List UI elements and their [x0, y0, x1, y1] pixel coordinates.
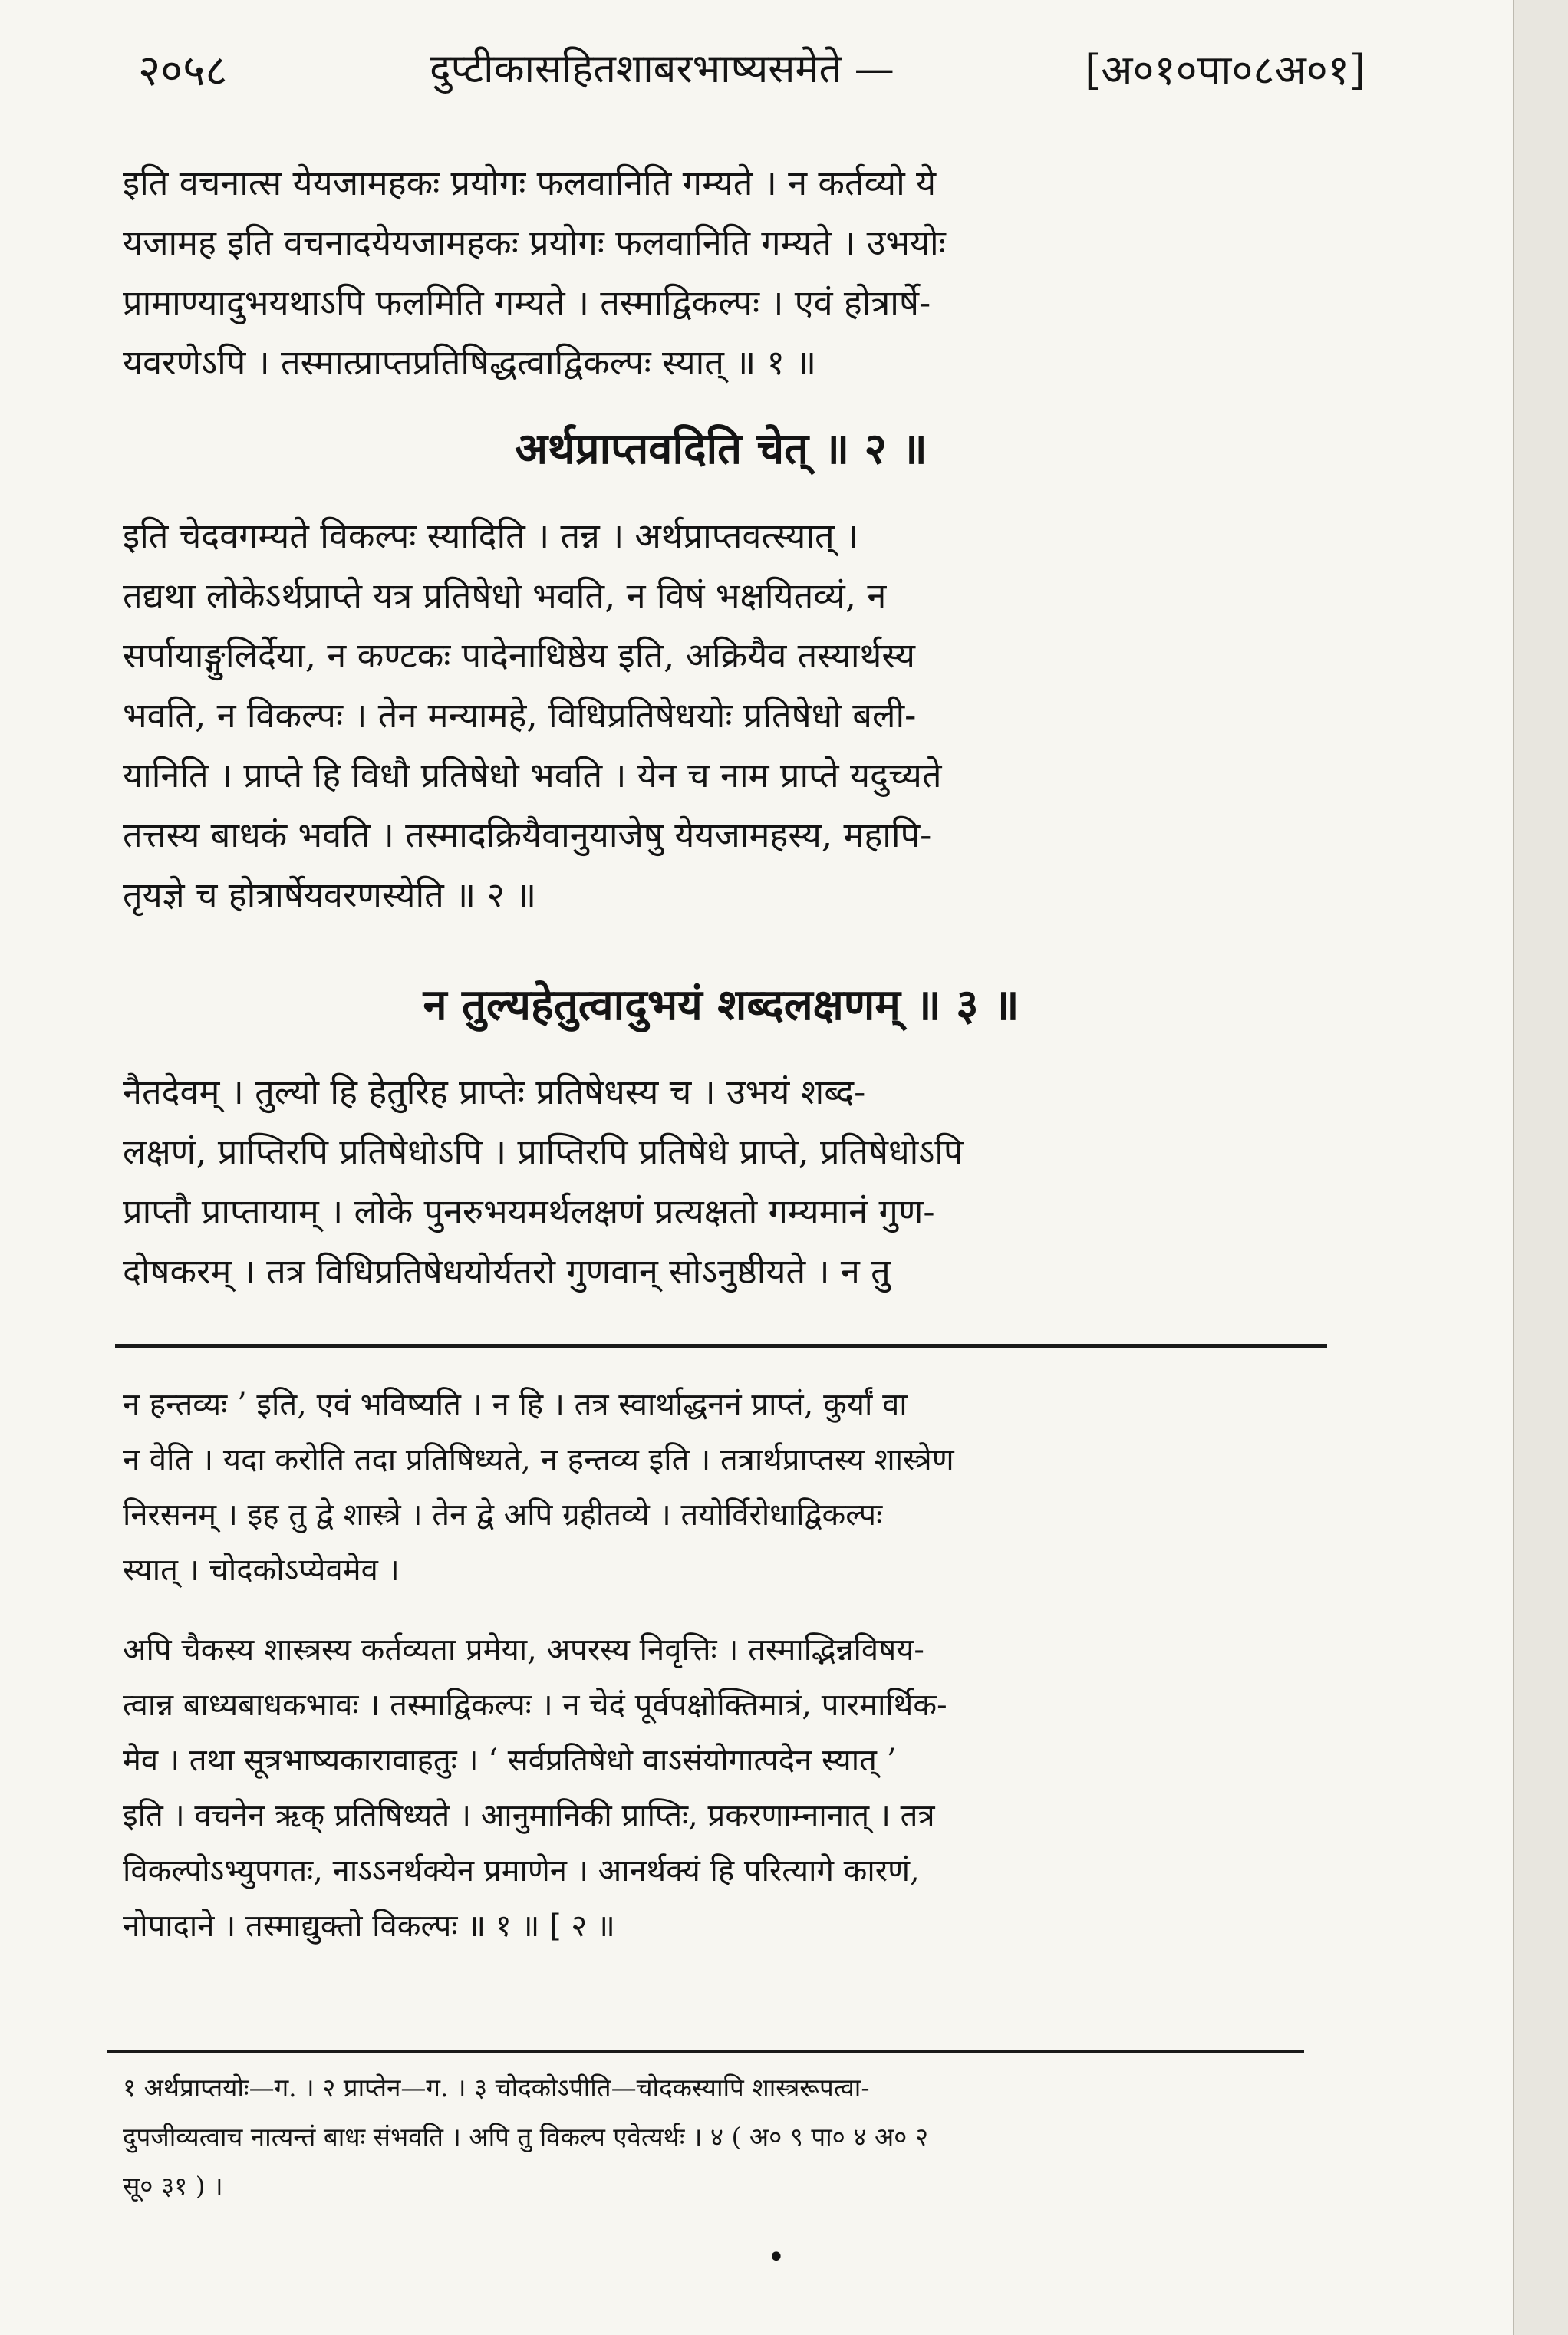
section-reference: [अ०१०पा०८अ०१]	[1085, 46, 1365, 94]
text-line: लक्षणं, प्राप्तिरपि प्रतिषेधोऽपि । प्राप्तिरपि प्रतिषेधे प्राप्ते, प्रतिषेधोऽपि	[123, 1131, 964, 1172]
text-line: सर्पायाङ्गुलिर्देया, न कण्टकः पादेनाधिष्ठेय इति, अक्रियैव तस्यार्थस्य	[123, 635, 915, 676]
text-line: निरसनम् । इह तु द्वे शास्त्रे । तेन द्वे अपि ग्रहीतव्ये । तयोर्विरोधाद्विकल्पः	[123, 1497, 883, 1533]
text-line: मेव । तथा सूत्रभाष्यकारावाहतुः । ‘ सर्वप्रतिषेधो वाऽसंयोगात्पदेन स्यात् ’	[123, 1743, 897, 1778]
text-line: इति वचनात्स येयजामहकः प्रयोगः फलवानिति गम्यते । न कर्तव्यो ये	[123, 163, 937, 203]
text-line: दोषकरम् । तत्र विधिप्रतिषेधयोर्यतरो गुणवान् सोऽनुष्ठीयते । न तु	[123, 1251, 891, 1292]
bhashya-paragraph-3	[123, 1062, 1319, 1302]
text-line: इति चेदवगम्यते विकल्पः स्यादिति । तन्न । अर्थप्राप्तवत्स्यात् ।	[123, 515, 859, 556]
text-line: तद्यथा लोकेऽर्थप्राप्ते यत्र प्रतिषेधो भवति, न विषं भक्षयितव्यं, न	[123, 575, 887, 616]
commentary-paragraph-1	[123, 1377, 1319, 1598]
text-line: नोपादाने । तस्माद्युक्तो विकल्पः ॥ १ ॥ [ २ ॥	[123, 1909, 615, 1944]
footnotes	[123, 2063, 1319, 2211]
text-line: इति । वचनेन ऋक् प्रतिषिध्यते । आनुमानिकी प्राप्तिः, प्रकरणाम्नानात् । तत्र	[123, 1798, 935, 1833]
sutra-heading: न तुल्यहेतुत्वादुभयं शब्दलक्षणम् ॥ ३ ॥	[423, 980, 1020, 1030]
footnote-line: १ अर्थप्राप्तयोः—ग. । २ प्राप्तेन—ग. । ३ चोदकोऽपीति—चोदकस्यापि शास्त्ररूपत्वा-	[123, 2073, 870, 2103]
page-header	[107, 40, 1365, 109]
sutra-heading: अर्थप्राप्तवदिति चेत् ॥ २ ॥	[515, 423, 927, 474]
text-line: भवति, न विकल्पः । तेन मन्यामहे, विधिप्रतिषेधयोः प्रतिषेधो बली-	[123, 695, 917, 736]
text-line: यानिति । प्राप्ते हि विधौ प्रतिषेधो भवति । येन च नाम प्राप्ते यदुच्यते	[123, 755, 942, 795]
text-line: प्रामाण्यादुभयथाऽपि फलमिति गम्यते । तस्माद्विकल्पः । एवं होत्रार्षे-	[123, 282, 931, 323]
commentary-paragraph-2	[123, 1622, 1319, 1954]
text-line: नैतदेवम् । तुल्यो हि हेतुरिह प्राप्तेः प्रतिषेधस्य च । उभयं शब्द-	[123, 1072, 866, 1112]
scan-mark-dot: •	[767, 2240, 786, 2275]
footnote-divider-rule	[107, 2050, 1304, 2053]
text-line: यवरणेऽपि । तस्मात्प्राप्तप्रतिषिद्धत्वाद्विकल्पः स्यात् ॥ १ ॥	[123, 342, 817, 383]
text-line: न वेति । यदा करोति तदा प्रतिषिध्यते, न हन्तव्य इति । तत्रार्थप्राप्तस्य शास्त्रेण	[123, 1442, 954, 1477]
footnote-line: सू० ३१ ) ।	[123, 2171, 223, 2201]
running-title: दुप्टीकासहितशाबरभाष्यसमेते —	[430, 46, 894, 92]
text-line: त्वान्न बाध्यबाधकभावः । तस्माद्विकल्पः । न चेदं पूर्वपक्षोक्तिमात्रं, पारमार्थिक-	[123, 1688, 947, 1723]
text-line: प्राप्तौ प्राप्तायाम् । लोके पुनरुभयमर्थलक्षणं प्रत्यक्षतो गम्यमानं गुण-	[123, 1191, 935, 1232]
text-line: तृयज्ञे च होत्रार्षेयवरणस्येति ॥ २ ॥	[123, 874, 537, 915]
book-edge-shadow	[1513, 0, 1568, 2335]
bhashya-paragraph-1	[123, 153, 1319, 393]
bhashya-paragraph-2	[123, 506, 1319, 925]
text-line: यजामह इति वचनादयेयजामहकः प्रयोगः फलवानिति गम्यते । उभयोः	[123, 222, 946, 263]
text-line: तत्तस्य बाधकं भवति । तस्मादक्रियैवानुयाजेषु येयजामहस्य, महापि-	[123, 815, 932, 855]
page-number: २०५८	[138, 46, 228, 96]
text-line: स्यात् । चोदकोऽप्येवमेव ।	[123, 1553, 400, 1588]
divider-rule	[115, 1344, 1327, 1348]
text-line: विकल्पोऽभ्युपगतः, नाऽऽनर्थक्येन प्रमाणेन । आनर्थक्यं हि परित्यागे कारणं,	[123, 1853, 920, 1889]
footnote-line: दुपजीव्यत्वाच नात्यन्तं बाधः संभवति । अपि तु विकल्प एवेत्यर्थः । ४ ( अ० ९ पा० ४ अ० २	[123, 2122, 928, 2152]
text-line: अपि चैकस्य शास्त्रस्य कर्तव्यता प्रमेया, अपरस्य निवृत्तिः । तस्माद्भिन्नविषय-	[123, 1632, 924, 1668]
text-line: न हन्तव्यः ’ इति, एवं भविष्यति । न हि । तत्र स्वार्थाद्धननं प्राप्तं, कुर्यां वा	[123, 1387, 908, 1422]
